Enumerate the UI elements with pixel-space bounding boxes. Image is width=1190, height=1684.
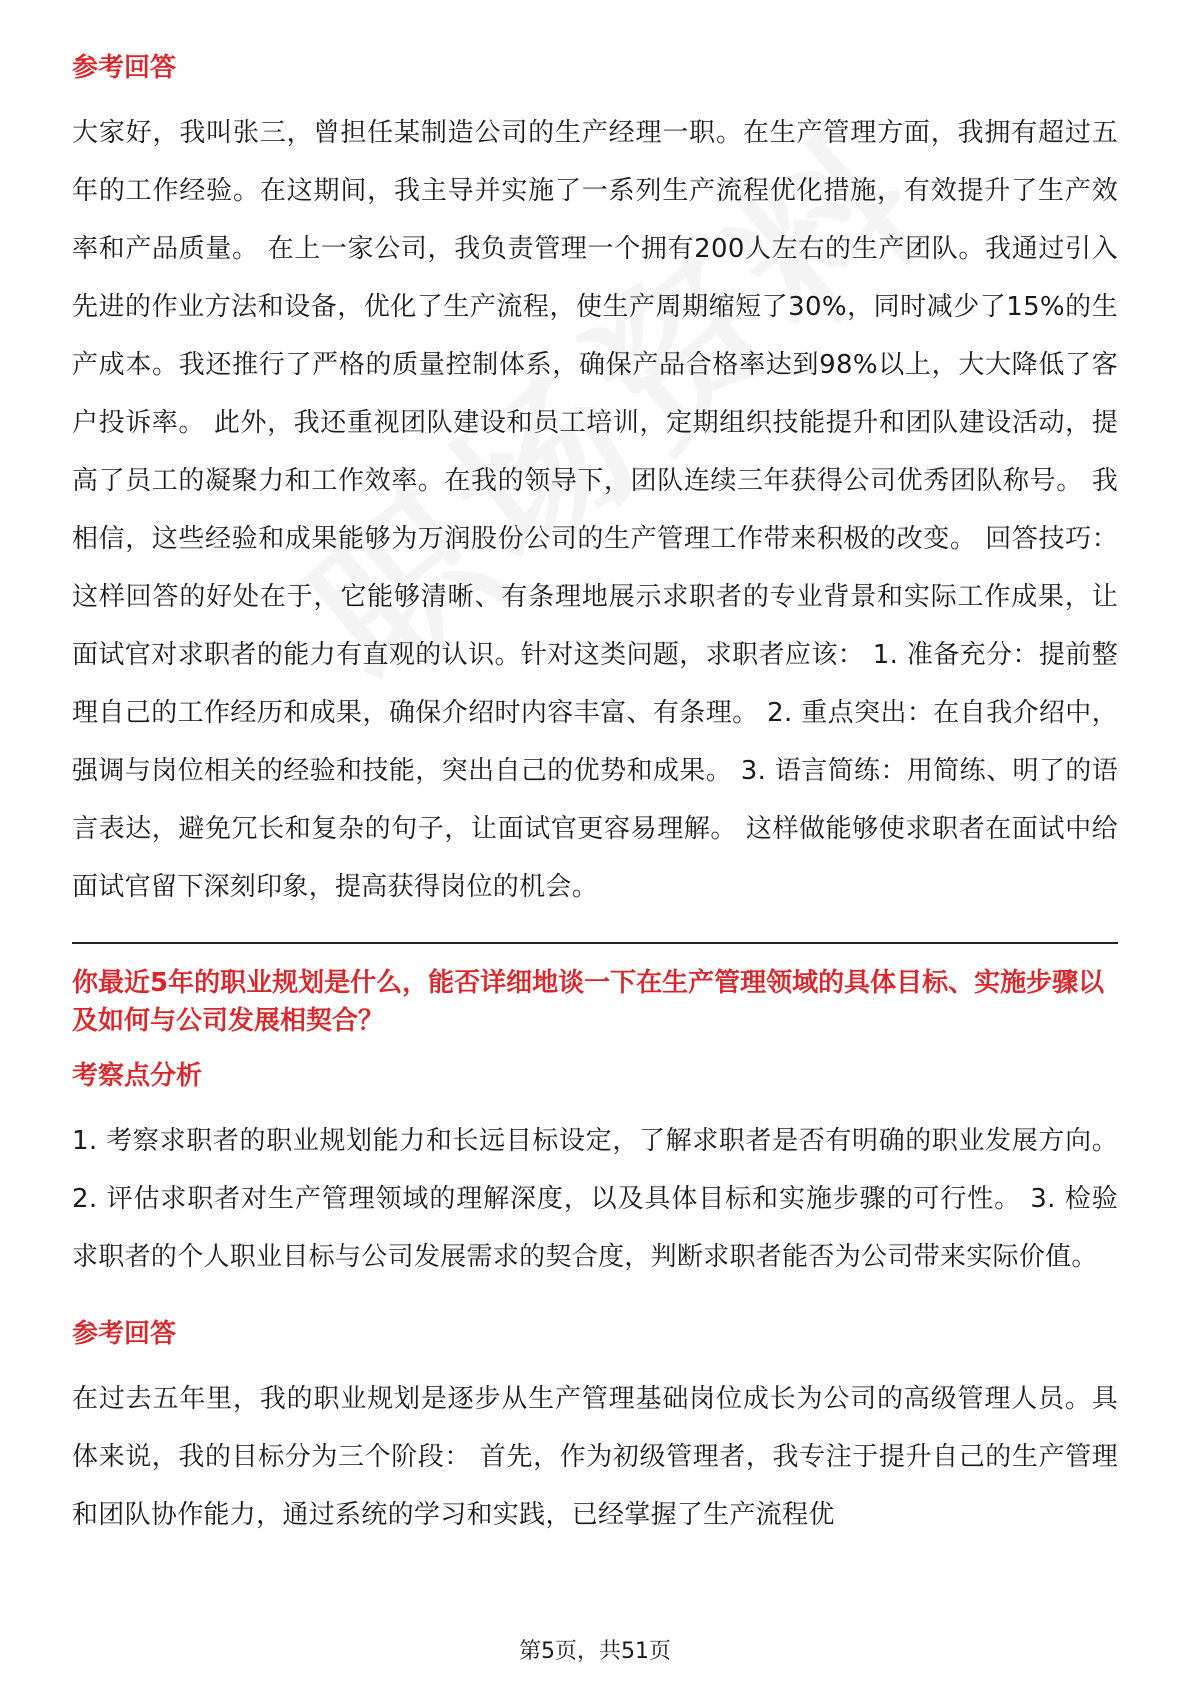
- answer-heading: 参考回答: [72, 53, 177, 83]
- answer-text: 大家好，我叫张三，曾担任某制造公司的生产经理一职。在生产管理方面，我拥有超过五年的工作经验。在这期间，我主导并实施了一系列生产流程优化措施，有效提升了生产效率和产品质量。 在上一家公司，我负责管理一个拥有200人左右的生产团队。我通过引入先进的作业方法和设备，优化了生产流程，使生产周期缩短了30%，同时减少了15%的生产成本。我还推行了严格的质量控制体系，确保产品合格率达到98%以上，大大降低了客户投诉率。 此外，我还重视团队建设和员工培训，定期组织技能提升和团队建设活动，提高了员工的凝聚力和工作效率。在我的领导下，团队连续三年获得公司优秀团队称号。 我相信，这些经验和成果能够为万润股份公司的生产管理工作带来积极的改变。 回答技巧： 这样回答的好处在于，它能够清晰、有条理地展示求职者的专业背景和实际工作成果，让面试官对求职者的能力有直观的认识。针对这类问题，求职者应该： 1. 准备充分：提前整理自己的工作经历和成果，确保介绍时内容丰富、有条理。 2. 重点突出：在自我介绍中，强调与岗位相关的经验和技能，突出自己的优势和成果。 3. 语言简练：用简练、明了的语言表达，避免冗长和复杂的句子，让面试官更容易理解。 这样做能够使求职者在面试中给面试官留下深刻印象，提高获得岗位的机会。: [72, 118, 1118, 902]
- page-number: 第5页，共51页: [519, 1639, 671, 1664]
- interview-question: 你最近5年的职业规划是什么，能否详细地谈一下在生产管理领域的具体目标、实施步骤以及如何与公司发展相契合？: [72, 968, 1105, 1036]
- page-content: [72, 48, 1118, 1544]
- answer-text: 在过去五年里，我的职业规划是逐步从生产管理基础岗位成长为公司的高级管理人员。具体来说，我的目标分为三个阶段： 首先，作为初级管理者，我专注于提升自己的生产管理和团队协作能力，通过系统的学习和实践，已经掌握了生产流程优: [72, 1384, 1118, 1530]
- analysis-heading: 考察点分析: [72, 1061, 203, 1091]
- section-divider: [72, 942, 1118, 944]
- analysis-text: 1. 考察求职者的职业规划能力和长远目标设定，了解求职者是否有明确的职业发展方向。 2. 评估求职者对生产管理领域的理解深度，以及具体目标和实施步骤的可行性。 3. 检验求职者的个人职业目标与公司发展需求的契合度，判断求职者能否为公司带来实际价值。: [72, 1126, 1118, 1272]
- answer-heading: 参考回答: [72, 1319, 177, 1349]
